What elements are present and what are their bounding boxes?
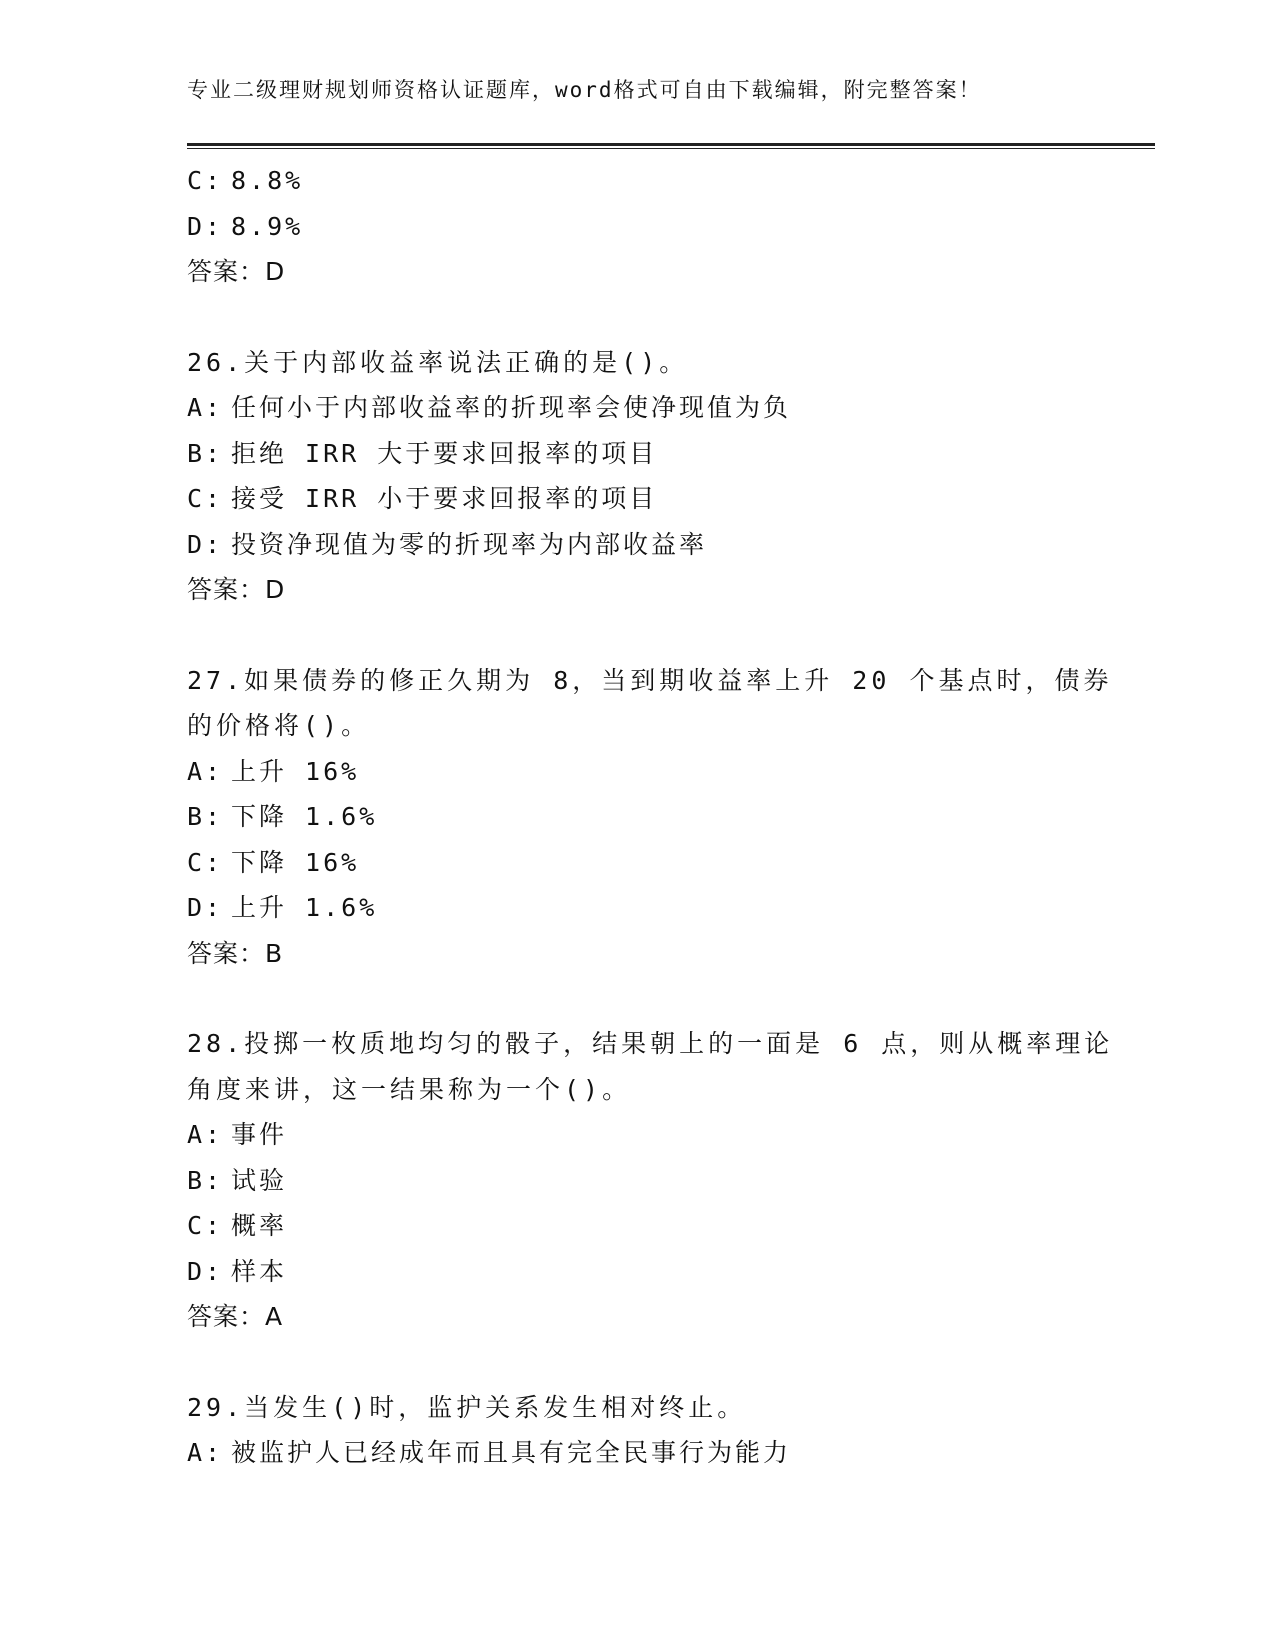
question-28 xyxy=(187,1021,1127,1340)
option-label: D: xyxy=(187,211,224,241)
option-label: C: xyxy=(187,1211,224,1240)
option-text: 投资净现值为零的折现率为内部收益率 xyxy=(231,529,708,559)
option-text: 下降 16% xyxy=(231,847,360,877)
option-label: B: xyxy=(187,438,224,468)
option-text: 概率 xyxy=(231,1211,288,1240)
option-text: 事件 xyxy=(231,1120,288,1149)
option-c xyxy=(187,840,1127,886)
option-c xyxy=(187,1203,1127,1249)
option-label: D: xyxy=(187,529,224,559)
option-b xyxy=(187,431,1127,477)
option-text: 任何小于内部收益率的折现率会使净现值为负 xyxy=(231,393,792,422)
question-29 xyxy=(187,1385,1127,1476)
option-label: A: xyxy=(187,1438,224,1467)
option-text: 被监护人已经成年而且具有完全民事行为能力 xyxy=(231,1438,792,1467)
option-a xyxy=(187,749,1127,795)
question-27 xyxy=(187,658,1127,977)
option-label: B: xyxy=(187,1165,224,1195)
answer: 答案：D xyxy=(187,257,286,286)
option-label: C: xyxy=(187,847,224,877)
option-label: C: xyxy=(187,166,224,195)
option-a xyxy=(187,1112,1127,1158)
option-a xyxy=(187,385,1127,431)
question-list xyxy=(187,158,1127,1476)
option-text: 接受 IRR 小于要求回报率的项目 xyxy=(231,484,658,513)
question-26 xyxy=(187,340,1127,613)
option-b xyxy=(187,794,1127,840)
option-label: D: xyxy=(187,1256,224,1286)
question-stem: 29.当发生()时，监护关系发生相对终止。 xyxy=(187,1392,747,1422)
answer: 答案：B xyxy=(187,938,284,968)
option-text: 8.9% xyxy=(231,211,304,241)
answer: 答案：A xyxy=(187,1302,284,1331)
option-label: D: xyxy=(187,893,224,922)
option-text: 上升 16% xyxy=(231,756,360,786)
option-label: B: xyxy=(187,802,224,831)
option-label: A: xyxy=(187,1120,224,1149)
option-label: A: xyxy=(187,756,224,786)
answer: 答案：D xyxy=(187,575,286,604)
option-c xyxy=(187,476,1127,522)
header-divider xyxy=(187,143,1155,149)
option-c xyxy=(187,158,1127,204)
question-stem: 26.关于内部收益率说法正确的是()。 xyxy=(187,347,689,377)
option-text: 下降 1.6% xyxy=(231,802,378,831)
option-b xyxy=(187,1158,1127,1204)
option-d xyxy=(187,204,1127,250)
option-text: 拒绝 IRR 大于要求回报率的项目 xyxy=(231,438,658,468)
option-text: 8.8% xyxy=(231,166,304,195)
option-a xyxy=(187,1430,1127,1476)
partial-question-25 xyxy=(187,158,1127,295)
question-stem: 28.投掷一枚质地均匀的骰子，结果朝上的一面是 6 点，则从概率理论角度来讲，这一结果称为一个()。 xyxy=(187,1029,1114,1104)
option-d xyxy=(187,885,1127,931)
option-text: 样本 xyxy=(231,1256,288,1286)
question-stem: 27.如果债券的修正久期为 8，当到期收益率上升 20 个基点时，债券的价格将()。 xyxy=(187,665,1113,740)
option-d xyxy=(187,522,1127,568)
option-label: C: xyxy=(187,484,224,513)
option-text: 上升 1.6% xyxy=(231,893,378,922)
option-label: A: xyxy=(187,393,224,422)
page-header: 专业二级理财规划师资格认证题库，word格式可自由下载编辑，附完整答案！ xyxy=(187,78,982,102)
option-d xyxy=(187,1249,1127,1295)
option-text: 试验 xyxy=(231,1165,288,1195)
